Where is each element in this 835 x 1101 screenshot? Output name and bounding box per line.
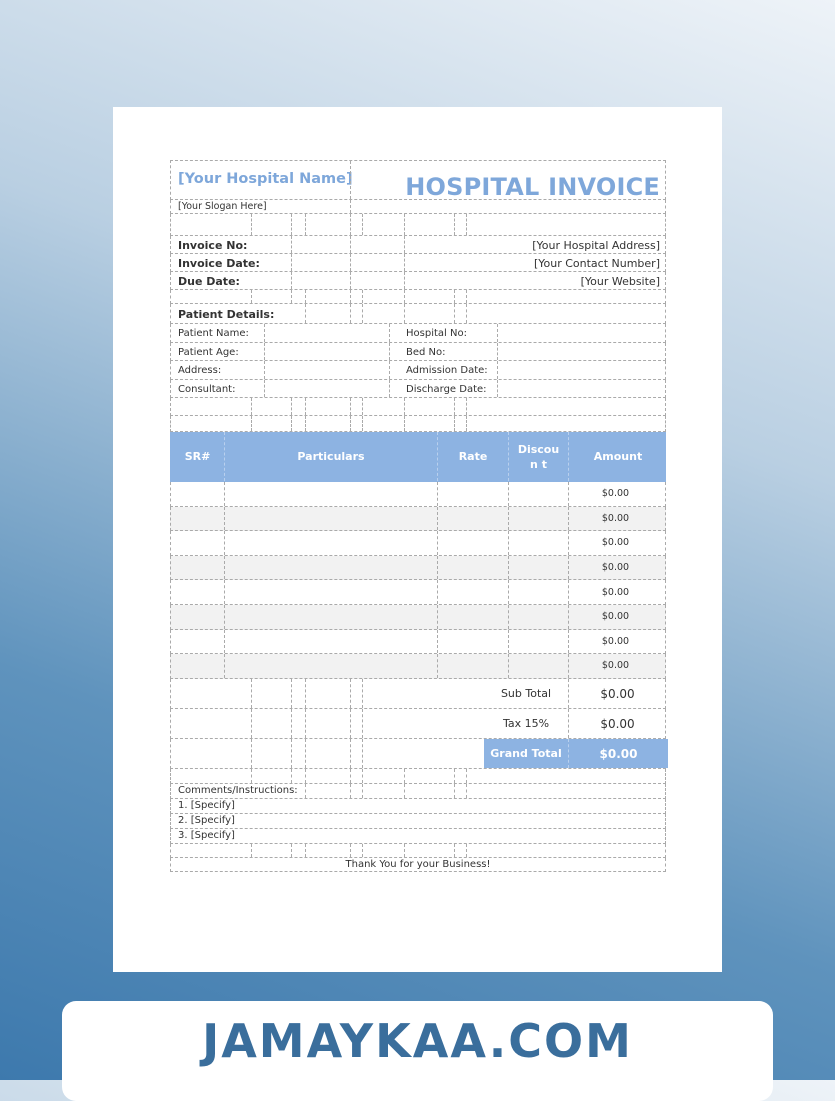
spacer-row xyxy=(170,844,666,858)
table-row xyxy=(170,580,666,605)
row-amount: $0.00 xyxy=(601,586,630,598)
table-row xyxy=(170,556,666,581)
table-row xyxy=(170,507,666,532)
due-date-label: Due Date: xyxy=(178,275,240,288)
spacer-row xyxy=(170,290,666,304)
items-table-header xyxy=(170,432,666,482)
invoice-date-label: Invoice Date: xyxy=(178,257,260,270)
comment-item-2: 2. [Specify] xyxy=(178,815,235,826)
hospital-no-label: Hospital No: xyxy=(406,328,467,339)
header-sr: SR# xyxy=(184,450,211,463)
tax-label: Tax 15% xyxy=(502,717,550,730)
row-amount: $0.00 xyxy=(601,537,630,549)
invoice-no-label: Invoice No: xyxy=(178,239,248,252)
spacer-row xyxy=(170,214,666,236)
consultant-row xyxy=(170,380,666,398)
due-date-row xyxy=(170,272,666,290)
row-amount: $0.00 xyxy=(601,562,630,574)
invoice-sheet xyxy=(170,160,666,872)
row-amount: $0.00 xyxy=(601,660,630,672)
subtotal-label: Sub Total xyxy=(500,687,552,700)
thanks-row xyxy=(170,858,666,872)
patient-name-row xyxy=(170,324,666,343)
comment-item xyxy=(170,814,666,829)
table-row xyxy=(170,654,666,679)
brand-logo-text: JAMAYKAA.COM xyxy=(202,1014,633,1068)
table-row xyxy=(170,605,666,630)
patient-address-label: Address: xyxy=(178,365,222,376)
spacer-row xyxy=(170,416,666,432)
subtotal-value: $0.00 xyxy=(600,686,635,701)
spacer-row xyxy=(170,769,666,784)
patient-name-label: Patient Name: xyxy=(178,328,249,339)
tax-row xyxy=(170,709,666,739)
row-amount: $0.00 xyxy=(601,635,630,647)
grand-total-row xyxy=(170,739,666,769)
comment-item-3: 3. [Specify] xyxy=(178,830,235,841)
comments-row xyxy=(170,784,666,799)
table-row xyxy=(170,630,666,655)
invoice-no-row xyxy=(170,236,666,254)
spacer-row xyxy=(170,398,666,416)
comment-item-1: 1. [Specify] xyxy=(178,800,235,811)
comment-item xyxy=(170,829,666,844)
bed-no-label: Bed No: xyxy=(406,347,446,358)
header-row xyxy=(170,160,666,200)
patient-age-row xyxy=(170,343,666,361)
invoice-paper xyxy=(113,107,722,972)
discharge-date-label: Discharge Date: xyxy=(406,384,487,395)
tax-value: $0.00 xyxy=(600,716,635,731)
row-amount: $0.00 xyxy=(601,488,630,500)
row-amount: $0.00 xyxy=(601,512,630,524)
table-row xyxy=(170,531,666,556)
hospital-address: [Your Hospital Address] xyxy=(532,239,660,252)
header-rate: Rate xyxy=(437,432,508,481)
hospital-slogan: [Your Slogan Here] xyxy=(178,201,267,212)
table-row xyxy=(170,482,666,507)
grand-total-value: $0.00 xyxy=(568,739,668,768)
patient-address-row xyxy=(170,361,666,380)
header-particulars: Particulars xyxy=(224,432,437,481)
hospital-name: [Your Hospital Name] xyxy=(178,171,353,187)
header-discount: Discoun t xyxy=(508,432,568,481)
row-amount: $0.00 xyxy=(601,611,630,623)
thank-you-message: Thank You for your Business! xyxy=(345,859,491,870)
contact-number: [Your Contact Number] xyxy=(533,257,660,270)
invoice-date-row xyxy=(170,254,666,272)
consultant-label: Consultant: xyxy=(178,384,236,395)
comments-label: Comments/Instructions: xyxy=(178,785,298,796)
website: [Your Website] xyxy=(580,275,660,288)
invoice-title: HOSPITAL INVOICE xyxy=(405,173,660,201)
header-amount: Amount xyxy=(568,432,667,481)
patient-section-row xyxy=(170,304,666,324)
grand-total-label: Grand Total xyxy=(484,739,568,768)
patient-section-label: Patient Details: xyxy=(178,308,275,321)
subtotal-row xyxy=(170,679,666,709)
patient-age-label: Patient Age: xyxy=(178,347,239,358)
admission-date-label: Admission Date: xyxy=(406,365,488,376)
comment-item xyxy=(170,799,666,814)
slogan-row xyxy=(170,200,666,214)
